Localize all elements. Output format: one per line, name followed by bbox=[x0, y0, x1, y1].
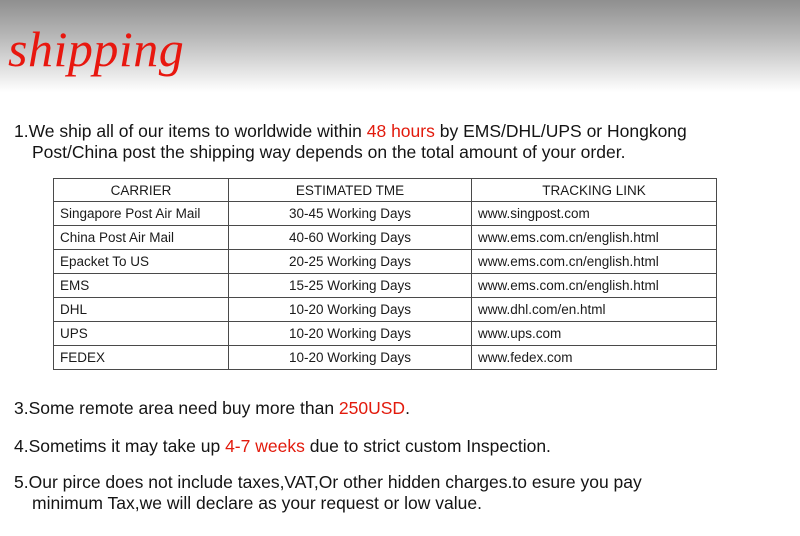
table-row bbox=[54, 322, 717, 346]
table-row bbox=[54, 226, 717, 250]
time-cell: 10-20 Working Days bbox=[229, 346, 472, 370]
carrier-cell: UPS bbox=[54, 322, 229, 346]
tracking-link-cell: www.singpost.com bbox=[472, 202, 717, 226]
paragraph-1-line-2: Post/China post the shipping way depends on the total amount of your order. bbox=[32, 142, 626, 162]
tracking-link-cell: www.ems.com.cn/english.html bbox=[472, 274, 717, 298]
paragraph-5-line-1: 5.Our pirce does not include taxes,VAT,Or other hidden charges.to esure you pay bbox=[14, 472, 642, 492]
paragraph-remote-area bbox=[14, 398, 410, 419]
time-cell: 10-20 Working Days bbox=[229, 322, 472, 346]
paragraph-taxes bbox=[14, 472, 642, 514]
table-row bbox=[54, 250, 717, 274]
table-row bbox=[54, 274, 717, 298]
header-estimated-time: ESTIMATED TME bbox=[229, 179, 472, 202]
time-cell: 40-60 Working Days bbox=[229, 226, 472, 250]
paragraph-shipping-time bbox=[14, 121, 687, 163]
table-row bbox=[54, 346, 717, 370]
header-tracking-link: TRACKING LINK bbox=[472, 179, 717, 202]
carrier-cell: EMS bbox=[54, 274, 229, 298]
carrier-cell: Epacket To US bbox=[54, 250, 229, 274]
time-cell: 30-45 Working Days bbox=[229, 202, 472, 226]
shipping-table bbox=[53, 178, 717, 370]
tracking-link-cell: www.dhl.com/en.html bbox=[472, 298, 717, 322]
paragraph-1-text: 1.We ship all of our items to worldwide within bbox=[14, 121, 367, 141]
carrier-cell: DHL bbox=[54, 298, 229, 322]
paragraph-4-end: due to strict custom Inspection. bbox=[304, 436, 551, 456]
carrier-cell: Singapore Post Air Mail bbox=[54, 202, 229, 226]
highlight-4-7-weeks: 4-7 weeks bbox=[225, 436, 305, 456]
table-header-row bbox=[54, 179, 717, 202]
paragraph-1-text-end: by EMS/DHL/UPS or Hongkong bbox=[434, 121, 687, 141]
paragraph-3-end: . bbox=[405, 398, 410, 418]
tracking-link-cell: www.ems.com.cn/english.html bbox=[472, 250, 717, 274]
time-cell: 20-25 Working Days bbox=[229, 250, 472, 274]
paragraph-4-text: 4.Sometims it may take up bbox=[14, 436, 226, 456]
carrier-cell: FEDEX bbox=[54, 346, 229, 370]
highlight-48-hours: 48 hours bbox=[366, 121, 435, 141]
table-row bbox=[54, 202, 717, 226]
carrier-cell: China Post Air Mail bbox=[54, 226, 229, 250]
tracking-link-cell: www.ups.com bbox=[472, 322, 717, 346]
time-cell: 15-25 Working Days bbox=[229, 274, 472, 298]
paragraph-5-line-2: minimum Tax,we will declare as your request or low value. bbox=[32, 493, 482, 513]
tracking-link-cell: www.fedex.com bbox=[472, 346, 717, 370]
tracking-link-cell: www.ems.com.cn/english.html bbox=[472, 226, 717, 250]
paragraph-3-text: 3.Some remote area need buy more than bbox=[14, 398, 339, 418]
paragraph-customs bbox=[14, 436, 551, 457]
highlight-250usd: 250USD bbox=[338, 398, 406, 418]
page-title: shipping bbox=[8, 21, 185, 77]
time-cell: 10-20 Working Days bbox=[229, 298, 472, 322]
header-carrier: CARRIER bbox=[54, 179, 229, 202]
table-row bbox=[54, 298, 717, 322]
header-banner bbox=[0, 0, 800, 92]
